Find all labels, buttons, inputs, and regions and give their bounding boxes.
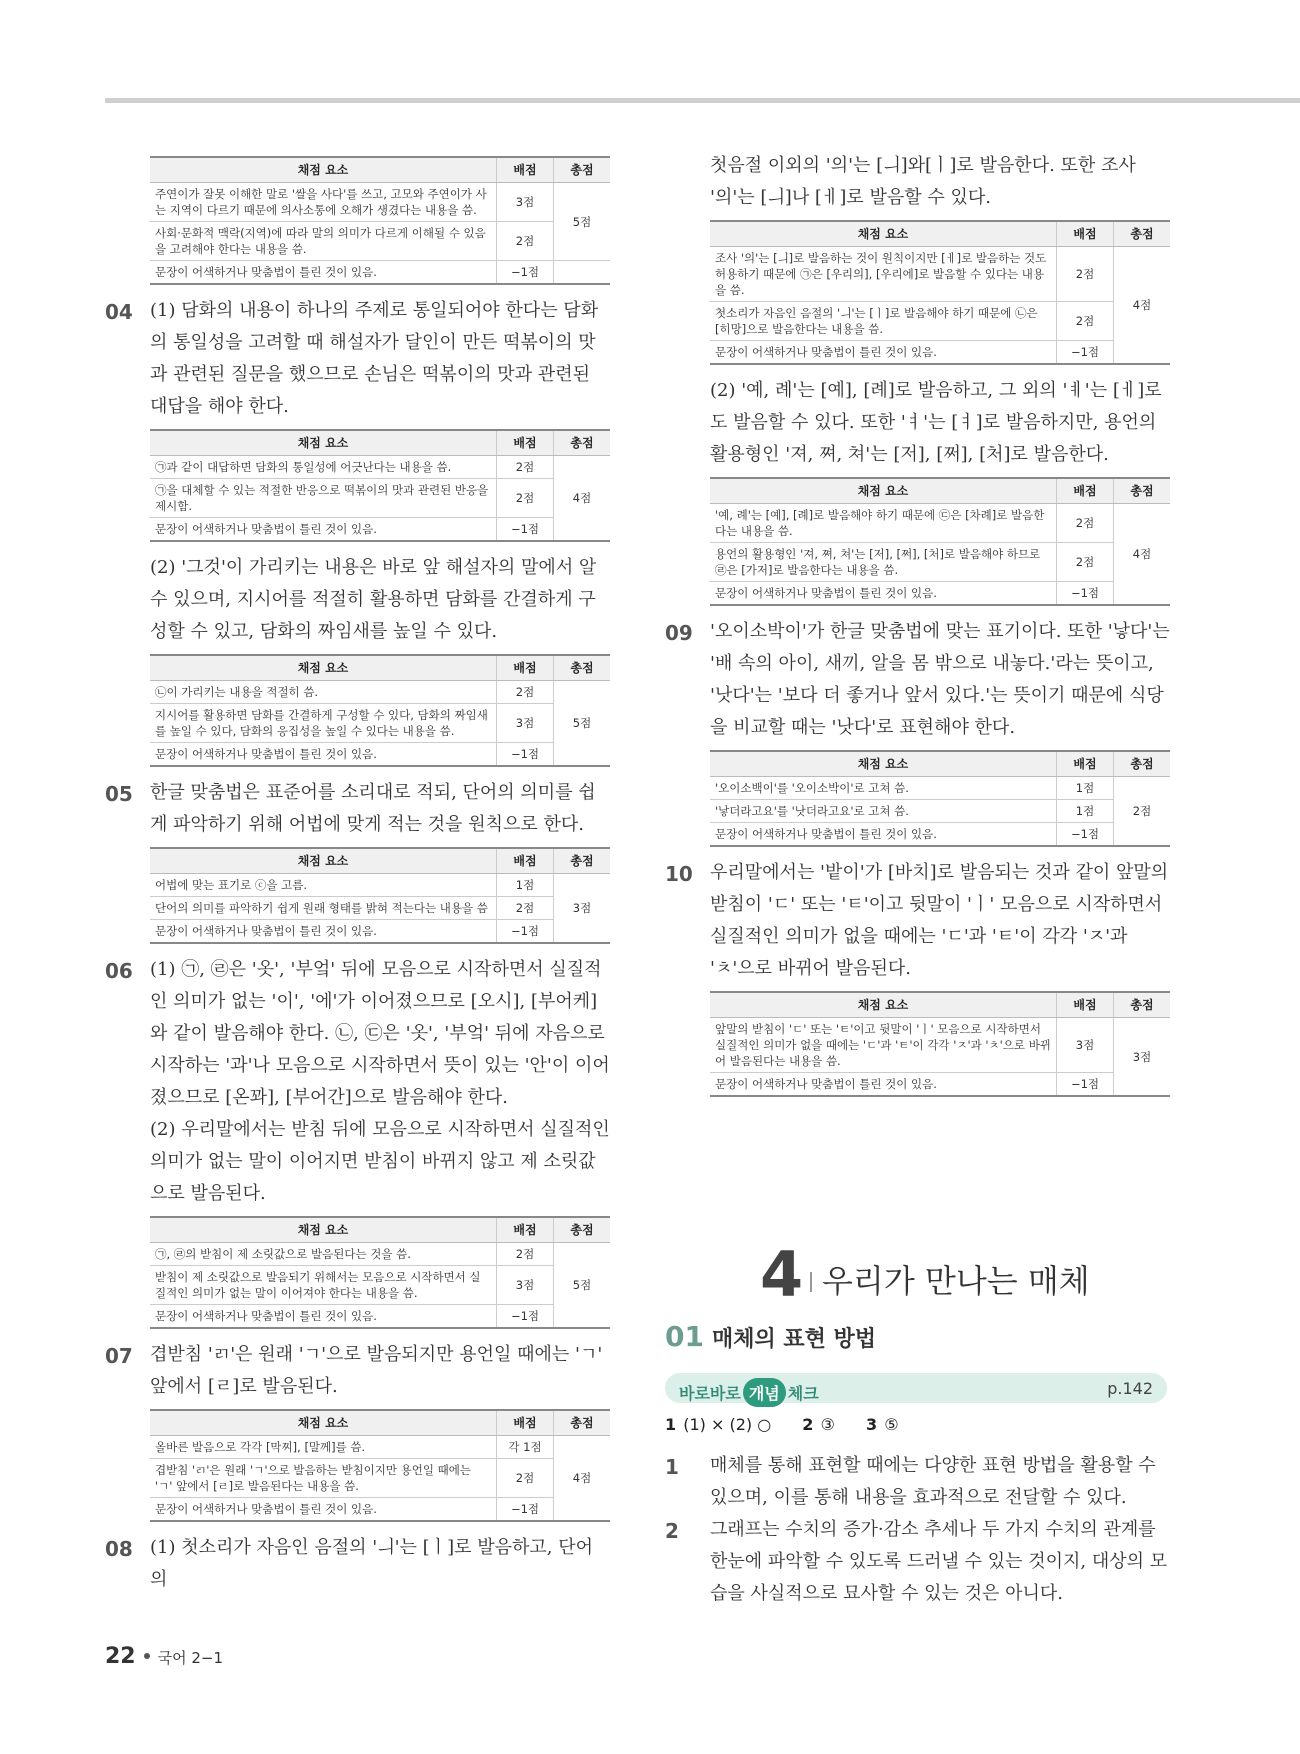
- cell: ㉡이 가리키는 내용을 적절히 씀.: [150, 681, 497, 704]
- answer-number: 3: [865, 1415, 878, 1434]
- top-rule: [105, 98, 1300, 103]
- answer-text: (1) 첫소리가 자음인 음절의 'ㅢ'는 [ㅣ]로 발음하고, 단어의: [150, 1537, 593, 1590]
- col-header: 배점: [497, 430, 554, 456]
- question-number: 04: [105, 300, 133, 324]
- explanation-number: 2: [665, 1519, 679, 1543]
- answer-text: (2) '예, 례'는 [예], [례]로 발음하고, 그 외의 'ㅖ'는 [ㅔ]로도 발음할 수 있다. 또한 'ㅕ'는 [ㅕ]로 발음하지만, 용언의 활용형인 '져, 쪄, 쳐'는 [저], [쩌], [처]로 발음한다.: [710, 380, 1162, 465]
- col-header: 채점 요소: [710, 221, 1057, 247]
- explanation-item: [665, 1514, 1170, 1610]
- col-header: 배점: [1057, 478, 1114, 504]
- cell: 2점: [497, 456, 554, 479]
- score-table: [150, 654, 610, 767]
- cell: 3점: [1057, 1018, 1114, 1073]
- cell: 문장이 어색하거나 맞춤법이 틀린 것이 있음.: [150, 743, 497, 767]
- col-header: 채점 요소: [710, 478, 1057, 504]
- cell: 3점: [1114, 1018, 1171, 1097]
- cell: 용언의 활용형인 '져, 쪄, 쳐'는 [저], [쩌], [처]로 발음해야 하므로 ㉣은 [가저]로 발음한다는 내용을 씀.: [710, 543, 1057, 582]
- answer-value: ⑤: [884, 1415, 899, 1434]
- cell: 주연이가 잘못 이해한 말로 '쌀을 사다'를 쓰고, 고모와 주연이가 사는 지역이 다르기 때문에 의사소통에 오해가 생겼다는 내용을 씀.: [150, 183, 497, 222]
- cell: 문장이 어색하거나 맞춤법이 틀린 것이 있음.: [150, 518, 497, 542]
- score-table: [710, 991, 1170, 1097]
- cell: 첫소리가 자음인 음절의 'ㅢ'는 [ㅣ]로 발음해야 하기 때문에 ㉡은 [히망]으로 발음한다는 내용을 씀.: [710, 302, 1057, 341]
- col-header: 배점: [497, 1217, 554, 1243]
- cell: 2점: [1057, 504, 1114, 543]
- cell: 문장이 어색하거나 맞춤법이 틀린 것이 있음.: [710, 341, 1057, 365]
- cell: 각 1점: [497, 1436, 554, 1459]
- question-05: [105, 777, 610, 944]
- answer-text: '오이소박이'가 한글 맞춤법에 맞는 표기이다. 또한 '낳다'는 '배 속의 아이, 새끼, 알을 몸 밖으로 내놓다.'라는 뜻이고, '낫다'는 '보다 더 좋거나 앞서 있다.'는 뜻이기 때문에 식당을 비교할 때는 '낫다'로 표현해야 한다.: [710, 621, 1170, 738]
- question-06: [105, 954, 610, 1329]
- score-table: [150, 1409, 610, 1522]
- cell: 1점: [1057, 800, 1114, 823]
- question-04: [105, 295, 610, 767]
- cell: 3점: [497, 183, 554, 222]
- answer-key: [665, 1415, 771, 1434]
- cell: 2점: [497, 222, 554, 261]
- cell: 지시어를 활용하면 담화를 간결하게 구성할 수 있다, 담화의 짜임새를 높일 수 있다, 담화의 응집성을 높일 수 있다는 내용을 씀.: [150, 704, 497, 743]
- cell: 문장이 어색하거나 맞춤법이 틀린 것이 있음.: [150, 1305, 497, 1329]
- cell: 조사 '의'는 [ㅢ]로 발음하는 것이 원칙이지만 [ㅔ]로 발음하는 것도 허용하기 때문에 ㉠은 [우리의], [우리에]로 발음할 수 있다는 내용을 씀.: [710, 247, 1057, 302]
- cell: −1점: [1057, 582, 1114, 606]
- answer-value: (1) × (2) ○: [683, 1415, 772, 1434]
- cell: 앞말의 받침이 'ㄷ' 또는 'ㅌ'이고 뒷말이 'ㅣ' 모음으로 시작하면서 실질적인 의미가 없을 때에는 'ㄷ'과 'ㅌ'이 각각 'ㅈ'과 'ㅊ'으로 바뀌어 발음된다는 내용을 씀.: [710, 1018, 1057, 1073]
- col-header: 배점: [497, 157, 554, 183]
- score-table: [150, 847, 610, 944]
- cell: 단어의 의미를 파악하기 쉽게 원래 형태를 밝혀 적는다는 내용을 씀: [150, 897, 497, 920]
- col-header: 총점: [1114, 478, 1171, 504]
- question-number: 10: [665, 862, 693, 886]
- question-number: 06: [105, 959, 133, 983]
- col-header: 총점: [554, 1410, 611, 1436]
- explanation-item: [665, 1450, 1170, 1514]
- col-header: 총점: [1114, 751, 1171, 777]
- col-header: 채점 요소: [150, 1217, 497, 1243]
- question-number: 09: [665, 621, 693, 645]
- cell: ㉠, ㉣의 받침이 제 소릿값으로 발음된다는 것을 씀.: [150, 1243, 497, 1266]
- col-header: 채점 요소: [150, 655, 497, 681]
- answer-text: 겹받침 'ㄺ'은 원래 'ㄱ'으로 발음되지만 용언일 때에는 'ㄱ' 앞에서 [ㄹ]로 발음된다.: [150, 1344, 603, 1397]
- divider: [810, 1272, 812, 1292]
- cell: 5점: [554, 681, 611, 767]
- col-header: 배점: [497, 655, 554, 681]
- section-number: 01: [665, 1320, 704, 1353]
- col-header: 채점 요소: [710, 992, 1057, 1018]
- cell: 3점: [554, 874, 611, 944]
- col-header: 채점 요소: [710, 751, 1057, 777]
- cell: 2점: [497, 897, 554, 920]
- cell: 2점: [497, 1459, 554, 1498]
- cell: 문장이 어색하거나 맞춤법이 틀린 것이 있음.: [150, 1498, 497, 1522]
- cell: ㉠을 대체할 수 있는 적절한 반응으로 떡볶이의 맛과 관련된 반응을 제시함.: [150, 479, 497, 518]
- section-heading: [665, 1320, 876, 1353]
- question-09: [665, 616, 1170, 847]
- cell: 2점: [497, 1243, 554, 1266]
- concept-check-banner: [665, 1373, 1167, 1403]
- left-column: [105, 150, 610, 1596]
- page-reference: p.142: [1107, 1379, 1153, 1398]
- answer-key: [802, 1415, 835, 1434]
- question-number: 08: [105, 1537, 133, 1561]
- col-header: 채점 요소: [150, 157, 497, 183]
- cell: −1점: [497, 261, 554, 285]
- concept-check-label: [679, 1378, 819, 1407]
- answer-keys: [665, 1415, 925, 1434]
- cell: 문장이 어색하거나 맞춤법이 틀린 것이 있음.: [710, 823, 1057, 847]
- question-07: [105, 1339, 610, 1522]
- explanation-text: 그래프는 수치의 증가·감소 추세나 두 가지 수치의 관계를 한눈에 파악할 수 있도록 드러낼 수 있는 것이지, 대상의 모습을 사실적으로 묘사할 수 있는 것은 아니다.: [710, 1519, 1168, 1604]
- cell: −1점: [1057, 341, 1114, 365]
- col-header: 총점: [554, 157, 611, 183]
- answer-value: ③: [820, 1415, 835, 1434]
- label-part: 바로바로: [679, 1384, 741, 1403]
- col-header: 배점: [497, 848, 554, 874]
- book-title: 국어 2−1: [157, 1649, 224, 1667]
- cell: 5점: [554, 1243, 611, 1329]
- col-header: 총점: [554, 1217, 611, 1243]
- cell: 2점: [497, 479, 554, 518]
- right-column: [665, 150, 1170, 1107]
- answer-text: (2) 우리말에서는 받침 뒤에 모음으로 시작하면서 실질적인 의미가 없는 말이 이어지면 받침이 바뀌지 않고 제 소릿값으로 발음된다.: [150, 1119, 610, 1204]
- cell: 2점: [497, 681, 554, 704]
- answer-number: 1: [665, 1415, 677, 1434]
- answer-text: (1) ㉠, ㉣은 '옷', '부엌' 뒤에 모음으로 시작하면서 실질적인 의미가 없는 '이', '에'가 이어졌으므로 [오시], [부어케]와 같이 발음해야 한다. ㉡, ㉢은 '옷', '부엌' 뒤에 자음으로 시작하는 '과'나 모음으로 시작하면서 뜻이 있는 '안'이 이어졌으므로 [온꽈], [부어간]으로 발음해야 한다.: [150, 959, 610, 1108]
- cell: 4점: [1114, 247, 1171, 365]
- col-header: 배점: [497, 1410, 554, 1436]
- cell: 받침이 제 소릿값으로 발음되기 위해서는 모음으로 시작하면서 실질적인 의미가 없는 말이 이어져야 한다는 내용을 씀.: [150, 1266, 497, 1305]
- answer-text: 첫음절 이외의 '의'는 [ㅢ]와[ㅣ]로 발음한다. 또한 조사 '의'는 [ㅢ]나 [ㅔ]로 발음할 수 있다.: [710, 155, 1136, 208]
- explanation-number: 1: [665, 1455, 679, 1479]
- cell: −1점: [497, 1305, 554, 1329]
- col-header: 총점: [554, 655, 611, 681]
- cell: 3점: [497, 1266, 554, 1305]
- cell: −1점: [1057, 1073, 1114, 1097]
- col-header: 총점: [554, 848, 611, 874]
- cell: −1점: [497, 1498, 554, 1522]
- cell: 3점: [497, 704, 554, 743]
- col-header: 배점: [1057, 751, 1114, 777]
- cell: −1점: [497, 518, 554, 542]
- col-header: 채점 요소: [150, 1410, 497, 1436]
- answer-key: [866, 1415, 899, 1434]
- explanations: [665, 1450, 1170, 1610]
- cell: ㉠과 같이 대답하면 담화의 통일성에 어긋난다는 내용을 씀.: [150, 456, 497, 479]
- cell: 1점: [1057, 777, 1114, 800]
- chapter-number: 4: [760, 1238, 804, 1311]
- bullet: [144, 1653, 150, 1659]
- cell: 문장이 어색하거나 맞춤법이 틀린 것이 있음.: [710, 1073, 1057, 1097]
- question-number: 05: [105, 782, 133, 806]
- score-table: [150, 1216, 610, 1329]
- cell: 2점: [1057, 543, 1114, 582]
- question-10: [665, 857, 1170, 1097]
- col-header: 채점 요소: [150, 848, 497, 874]
- question-08: [105, 1532, 610, 1596]
- label-part: 체크: [787, 1384, 819, 1403]
- section-title: 매체의 표현 방법: [711, 1327, 877, 1352]
- cell: '오이소백이'를 '오이소박이'로 고쳐 씀.: [710, 777, 1057, 800]
- col-header: 배점: [1057, 992, 1114, 1018]
- answer-text: (2) '그것'이 가리키는 내용은 바로 앞 해설자의 말에서 알 수 있으며, 지시어를 적절히 활용하면 담화를 간결하게 구성할 수 있고, 담화의 짜임새를 높일 수 있다.: [150, 557, 597, 642]
- label-circle: 개념: [743, 1378, 786, 1407]
- score-table: [150, 429, 610, 542]
- cell: 2점: [1057, 302, 1114, 341]
- cell: −1점: [497, 920, 554, 944]
- cell: 2점: [1114, 777, 1171, 847]
- cell: [554, 261, 611, 285]
- cell: 올바른 발음으로 각각 [막찌], [말께]를 씀.: [150, 1436, 497, 1459]
- cell: 겹받침 'ㄺ'은 원래 'ㄱ'으로 발음하는 받침이지만 용언일 때에는 'ㄱ' 앞에서 [ㄹ]로 발음된다는 내용을 씀.: [150, 1459, 497, 1498]
- answer-text: (1) 담화의 내용이 하나의 주제로 통일되어야 한다는 담화의 통일성을 고려할 때 해설자가 달인이 만든 떡볶이의 맛과 관련된 질문을 했으므로 손님은 떡볶이의 맛과 관련된 대답을 해야 한다.: [150, 300, 599, 417]
- col-header: 총점: [554, 430, 611, 456]
- col-header: 채점 요소: [150, 430, 497, 456]
- answer-text: 우리말에서는 '밭이'가 [바치]로 발음되는 것과 같이 앞말의 받침이 'ㄷ' 또는 'ㅌ'이고 뒷말이 'ㅣ' 모음으로 시작하면서 실질적인 의미가 없을 때에는 'ㄷ'과 'ㅌ'이 각각 'ㅈ'과 'ㅊ'으로 바뀌어 발음된다.: [710, 862, 1169, 979]
- cell: 문장이 어색하거나 맞춤법이 틀린 것이 있음.: [150, 261, 497, 285]
- cell: 문장이 어색하거나 맞춤법이 틀린 것이 있음.: [710, 582, 1057, 606]
- chapter-heading: [760, 1238, 1160, 1318]
- cell: '예, 례'는 [예], [례]로 발음해야 하기 때문에 ㉢은 [차례]로 발음한다는 내용을 씀.: [710, 504, 1057, 543]
- cell: 1점: [497, 874, 554, 897]
- cell: 문장이 어색하거나 맞춤법이 틀린 것이 있음.: [150, 920, 497, 944]
- explanation-text: 매체를 통해 표현할 때에는 다양한 표현 방법을 활용할 수 있으며, 이를 통해 내용을 효과적으로 전달할 수 있다.: [710, 1455, 1156, 1508]
- cell: 어법에 맞는 표기로 ⓒ을 고름.: [150, 874, 497, 897]
- answer-text: 한글 맞춤법은 표준어를 소리대로 적되, 단어의 의미를 쉽게 파악하기 위해 어법에 맞게 적는 것을 원칙으로 한다.: [150, 782, 596, 835]
- col-header: 총점: [1114, 992, 1171, 1018]
- chapter-title: 우리가 만나는 매체: [822, 1262, 1090, 1300]
- cell: 4점: [1114, 504, 1171, 606]
- score-table: [710, 477, 1170, 606]
- question-number: 07: [105, 1344, 133, 1368]
- page-number: 22: [105, 1644, 136, 1669]
- cell: 2점: [1057, 247, 1114, 302]
- cell: 사회·문화적 맥락(지역)에 따라 말의 의미가 다르게 이해될 수 있음을 고려해야 한다는 내용을 씀.: [150, 222, 497, 261]
- cell: −1점: [497, 743, 554, 767]
- col-header: 배점: [1057, 221, 1114, 247]
- cell: 4점: [554, 456, 611, 542]
- page-footer: [105, 1644, 223, 1669]
- cell: 4점: [554, 1436, 611, 1522]
- cell: '낳더라고요'를 '낫더라고요'로 고쳐 씀.: [710, 800, 1057, 823]
- score-table: [710, 220, 1170, 365]
- score-table: [150, 156, 610, 285]
- answer-number: 2: [802, 1415, 814, 1434]
- cell: −1점: [1057, 823, 1114, 847]
- cell: 5점: [554, 183, 611, 261]
- col-header: 총점: [1114, 221, 1171, 247]
- score-table: [710, 750, 1170, 847]
